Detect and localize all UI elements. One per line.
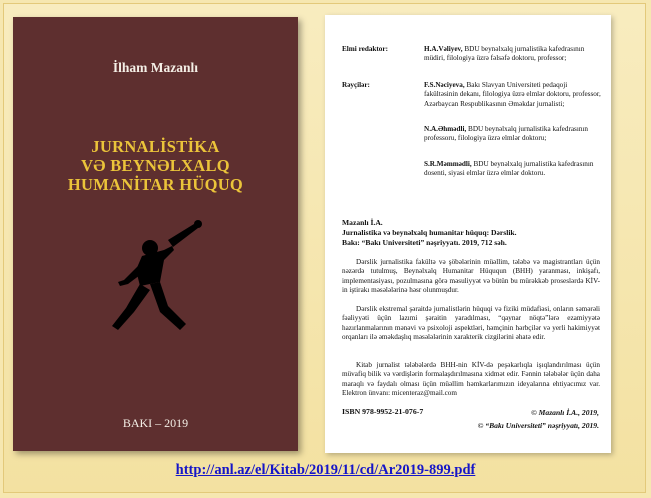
reviewer-name: S.R.Məmmədli,: [424, 160, 472, 168]
abstract-paragraph: Dərslik ekstremal şəraitdə jurnalistlərin hüquqi və fiziki müdafiəsi, onların səmərəli fəaliyyəti üçün lazımi şəraitin yaradılması, “qaynar nöqtə”lərə ezamiyyətə hazırlanmalarının mənəvi və psixoloji aspektləri, həmçinin hərbçilər və yerli hakimiyyət orqanları ilə əməkdaşlıq məsələlərinin xarakterik cizgilərini əhatə edir.: [342, 305, 600, 341]
pdf-link[interactable]: http://anl.az/el/Kitab/2019/11/cd/Ar2019-899.pdf: [175, 462, 476, 478]
bibliographic-entry: [342, 218, 592, 248]
bib-author: Mazanlı İ.A.: [342, 218, 383, 227]
abstract-paragraph: Kitab jurnalist tələbələrdə BHH-nin KİV-də peşəkarlıqla işıqlandırılması üçün müvafiq bilik və vərdişlərin formalaşdırılmasına xidmət edir. Fənnin tələbələr üçün daha maraqlı və faydalı olması üçün müəllim həmkarlarımızın ideyalarına ehtiyacımız var. Elektron ünvanı: micenteraz@mail.com: [342, 361, 600, 397]
title-page: [325, 15, 611, 453]
copyright-author: © Mazanlı İ.A., 2019,: [531, 408, 599, 417]
cover-author: İlham Mazanlı: [112, 60, 199, 75]
reviewers-label: Rəyçilər:: [342, 81, 370, 89]
abstract-paragraph: Dərslik jurnalistika fakültə və şöbələrinin müəllim, tələbə və magistrantları üçün nəzərdə tutulmuş, Beynəlxalq Humanitar Hüququn (BHH) yaranması, inkişafı, implementasiyası, pozulmasına görə məsuliyyət və bütün bu mürəkkəb proseslərdə KİV-in iştirakı məsələlərinə həsr olunmuşdur.: [342, 258, 600, 294]
editor-description: BDU beynəlxalq jurnalistika kafedrasının müdiri, filologiya üzrə fəlsəfə doktoru, professor;: [424, 45, 585, 63]
cover-title: [13, 137, 298, 194]
bib-publisher: Bakı: “Bakı Universiteti” nəşriyyatı. 2019, 712 səh.: [342, 238, 507, 247]
reviewer-description: Bakı Slavyan Universiteti pedaqoji fakültəsinin dekanı, filologiya üzrə elmlər doktoru, professor, Azərbaycan Respublikasının Əməkdar jurnalisti;: [424, 81, 601, 108]
reviewer-entry: [424, 125, 602, 144]
protester-throwing-silhouette-icon: [106, 220, 216, 340]
bib-title: Jurnalistika və beynəlxalq humanitar hüquq: Dərslik.: [342, 228, 517, 237]
editor-label: Elmi redaktor:: [342, 45, 388, 53]
copyright-publisher: © “Bakı Universiteti” nəşriyyatı, 2019.: [477, 421, 599, 430]
isbn: ISBN 978-9952-21-076-7: [342, 407, 424, 416]
reviewer-description: BDU beynəlxalq jurnalistika kafedrasının professoru, filologiya üzrə elmlər doktoru;: [424, 125, 589, 143]
reviewer-name: N.A.Əhmədli,: [424, 125, 467, 133]
cover-city-year: BAKI – 2019: [122, 416, 189, 430]
book-cover: [13, 17, 298, 451]
editor-entry: [424, 45, 602, 64]
reviewer-description: BDU beynəlxalq jurnalistika kafedrasının dosenti, siyasi elmlər üzrə elmlər doktoru.: [424, 160, 594, 178]
editor-name: H.A.Vəliyev,: [424, 45, 463, 53]
cover-title-line-1: JURNALİSTİKA: [91, 137, 220, 156]
cover-title-line-3: HUMANİTAR HÜQUQ: [67, 175, 244, 194]
reviewer-entry: [424, 160, 602, 179]
cover-title-line-2: VƏ BEYNƏLXALQ: [81, 156, 230, 175]
reviewer-entry: [424, 81, 602, 109]
reviewer-name: F.S.Nəciyeva,: [424, 81, 465, 89]
